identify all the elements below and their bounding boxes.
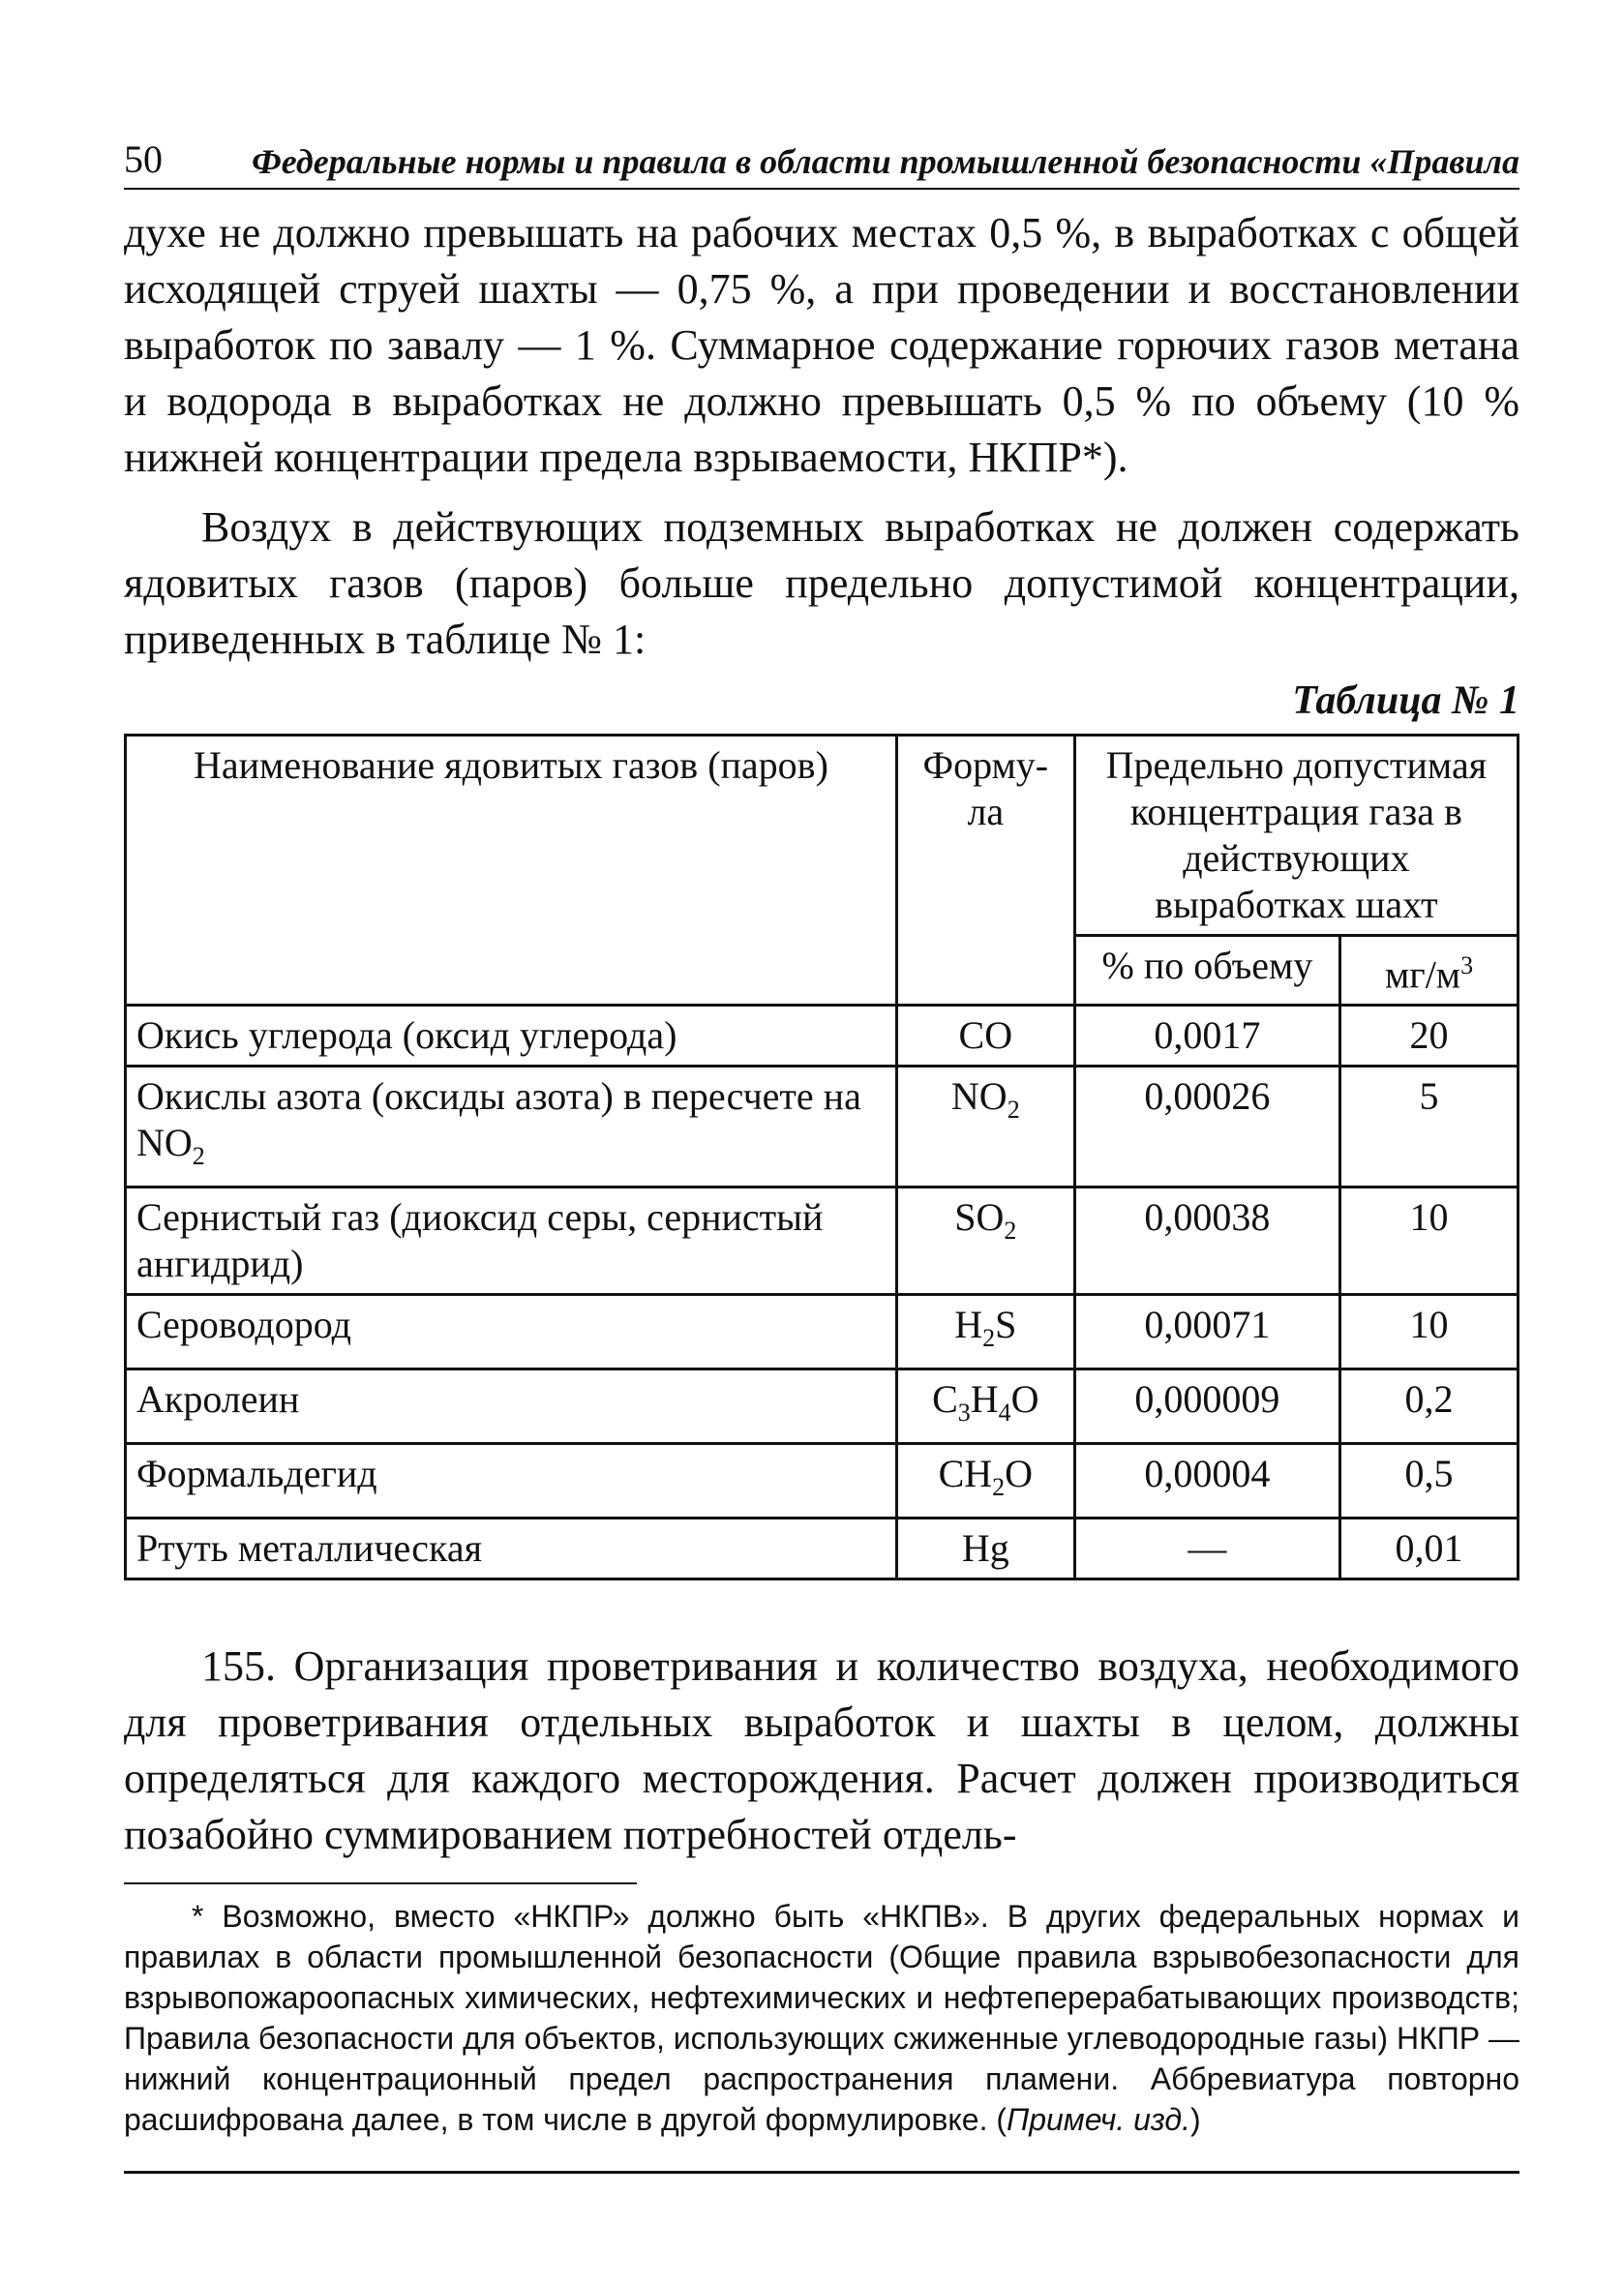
formula-sub: 2 [1007,1096,1020,1125]
gas-mg: 20 [1340,1006,1519,1067]
header-mg-unit: мг/м [1384,952,1461,997]
formula-part: S [995,1303,1017,1347]
gas-formula [896,1188,1074,1295]
table-row [126,1067,1519,1188]
paragraph-1: духе не должно превышать на рабочих местах 0,5 %, в выработках с общей исходящей струей шахты — 0,75 %, а при проведении и восстановлении выработок по завалу — 1 %. Суммарное содержание горючих газов метана и водорода в выработках не должно превышать 0,5 % по объему (10 % нижней концентрации предела взрываемости, НКПР*). [124,209,1519,481]
gas-percent: 0,0017 [1074,1006,1339,1067]
formula-part: Hg [961,1526,1009,1571]
gas-name: Окись углерода (оксид углерода) [126,1006,897,1067]
formula-sub: 2 [992,1473,1006,1502]
footnote-text: * Возможно, вместо «НКПР» должно быть «НКПВ». В других федеральных нормах и правилах в области промышленной безопасности (Общие правила взрывобезопасности для взрывопожароопасных химических, нефтехимических и нефтеперерабатывающих производств; Правила безопасности для объектов, использующих сжиженные углеводородные газы) НКПР — нижний концентрационный предел распространения пламени. Аббревиатура повторно расшифрована далее, в том числе в другой формулировке. ( [124,1899,1519,2138]
formula-part: O [1005,1452,1034,1496]
gas-name: Акролеин [126,1369,897,1444]
formula-part: H [954,1303,983,1347]
gas-percent: 0,00071 [1074,1295,1339,1369]
header-formula: Форму- ла [896,736,1074,1006]
gas-name [126,1067,897,1188]
formula-part: NO [950,1074,1007,1119]
gas-formula [896,1295,1074,1369]
paragraph-2: Воздух в действующих подземных выработках не должен содержать ядовитых газов (паров) больше предельно допустимой концентрации, приведенных в таблице № 1: [124,503,1519,663]
formula-part: O [1010,1377,1039,1422]
formula-part: C [932,1377,958,1422]
table-row [126,1369,1519,1444]
page-header [124,135,1519,190]
gas-mg: 0,2 [1340,1369,1519,1444]
gas-percent: 0,00038 [1074,1188,1339,1295]
gas-mg: 10 [1340,1295,1519,1369]
gas-mg: 0,5 [1340,1444,1519,1519]
footnote-separator [124,1882,637,1884]
header-percent: % по объему [1074,936,1339,1006]
formula-sub: 3 [957,1399,971,1428]
table-row [126,1295,1519,1369]
gas-mg: 0,01 [1340,1519,1519,1579]
footnote [124,1896,1519,2140]
table-row [126,1444,1519,1519]
gas-name: Ртуть металлическая [126,1519,897,1579]
formula-part: CO [958,1013,1013,1058]
gas-name-text: Окислы азота (оксиды азота) в пересчете на NO [136,1074,861,1165]
gas-formula [896,1444,1074,1519]
document-page [124,135,1519,2174]
gas-percent: — [1074,1519,1339,1579]
formula-part: H [970,1377,999,1422]
table-header-row [126,736,1519,936]
gas-mg: 5 [1340,1067,1519,1188]
gas-formula [896,1369,1074,1444]
gas-formula [896,1519,1074,1579]
running-title: Федеральные нормы и правила в области промышленной безопасности «Правила [252,142,1519,181]
gas-percent: 0,00004 [1074,1444,1339,1519]
page-number: 50 [124,137,163,181]
table-row [126,1006,1519,1067]
gas-name: Сероводород [126,1295,897,1369]
formula-sub: 2 [1004,1217,1017,1246]
toxic-gases-table [124,734,1519,1580]
paragraph-155: 155. Организация проветривания и количество воздуха, необходимого для проветривания отдельных выработок и шахты в целом, должны определяться для каждого месторождения. Расчет должен производиться позабойно суммированием потребностей отдель- [124,1642,1519,1859]
gas-formula [896,1006,1074,1067]
footnote-note: Примеч. изд. [1007,2102,1190,2138]
gas-name: Сернистый газ (диоксид серы, сернистый ангидрид) [126,1188,897,1295]
gas-percent: 0,000009 [1074,1369,1339,1444]
formula-part: SO [954,1195,1005,1240]
table-row [126,1188,1519,1295]
gas-percent: 0,00026 [1074,1067,1339,1188]
table-row [126,1519,1519,1579]
footnote-close: ) [1189,2102,1201,2138]
formula-sub: 4 [998,1399,1011,1428]
gas-formula [896,1067,1074,1188]
gas-mg: 10 [1340,1188,1519,1295]
formula-sub: 2 [982,1324,996,1353]
gas-name: Формальдегид [126,1444,897,1519]
header-mg [1340,936,1519,1006]
gas-name-sub: 2 [192,1142,205,1171]
header-limit: Предельно допустимая концентрация газа в действующих выработках шахт [1074,736,1518,936]
table-caption: Таблица № 1 [1292,678,1519,723]
formula-part: CH [938,1452,993,1496]
header-mg-exp: 3 [1460,951,1474,979]
header-gas-name: Наименование ядовитых газов (паров) [126,736,897,1006]
footnote-end-rule [124,2171,1519,2174]
